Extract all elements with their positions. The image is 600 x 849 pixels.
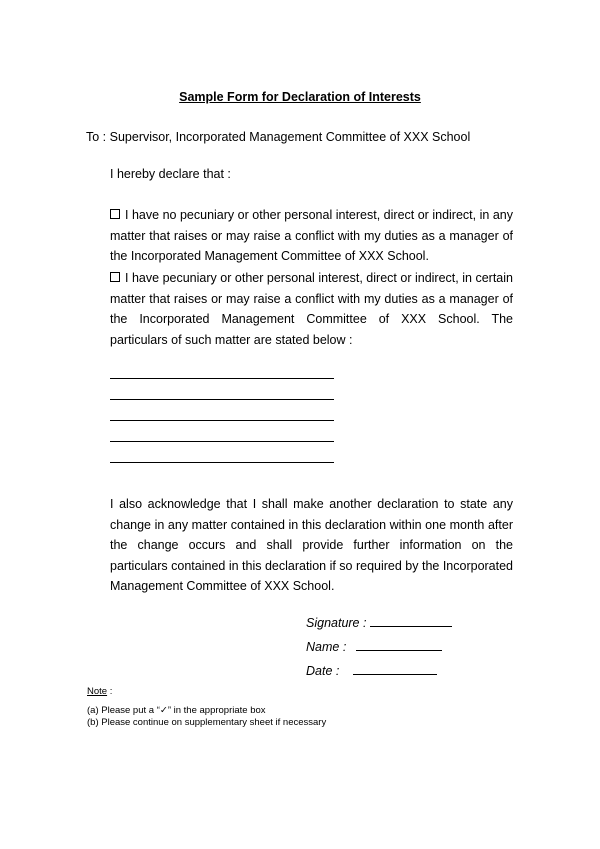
note-item: (b) Please continue on supplementary sheet if necessary bbox=[87, 717, 327, 728]
option-has-interest-text: I have pecuniary or other personal interest, direct or indirect, in certain matter that raises or may raise a conflict with my duties as a manager of the Incorporated Management Committee of XXX School. The particulars of such matter are stated below : bbox=[110, 271, 513, 347]
note-heading-text: Note bbox=[87, 686, 108, 697]
particulars-line-2[interactable] bbox=[110, 399, 334, 400]
signature-label: Signature : bbox=[306, 616, 367, 630]
particulars-line-4[interactable] bbox=[110, 441, 334, 442]
acknowledgement-paragraph: I also acknowledge that I shall make another declaration to state any change in any matter contained in this declaration within one month after the change occurs and shall provide further information on the particulars contained in this declaration if so required by the Incorporated Management Committee of XXX School. bbox=[110, 497, 514, 593]
date-label: Date : bbox=[306, 664, 340, 678]
note-item: (a) Please put a “✓” in the appropriate box bbox=[87, 705, 266, 716]
signature-row bbox=[306, 615, 452, 630]
signature-field[interactable] bbox=[370, 615, 452, 627]
form-title: Sample Form for Declaration of Interests bbox=[179, 90, 421, 104]
name-label: Name : bbox=[306, 640, 347, 654]
particulars-line-5[interactable] bbox=[110, 462, 334, 463]
note-heading-suffix: : bbox=[107, 686, 113, 697]
checkbox-has-interest[interactable] bbox=[110, 272, 120, 282]
declare-intro: I hereby declare that : bbox=[110, 167, 231, 181]
date-field[interactable] bbox=[353, 663, 437, 675]
date-row bbox=[306, 663, 437, 678]
option-no-interest bbox=[110, 205, 513, 267]
particulars-line-3[interactable] bbox=[110, 420, 334, 421]
option-has-interest bbox=[110, 268, 513, 350]
note-heading bbox=[87, 686, 112, 697]
addressee-line: To : Supervisor, Incorporated Management Committee of XXX School bbox=[86, 130, 471, 144]
name-row bbox=[306, 639, 442, 654]
name-field[interactable] bbox=[356, 639, 442, 651]
option-no-interest-text: I have no pecuniary or other personal interest, direct or indirect, in any matter that raises or may raise a conflict with my duties as a manager of the Incorporated Management Committee of XXX School. bbox=[110, 208, 513, 263]
checkbox-no-interest[interactable] bbox=[110, 209, 120, 219]
particulars-line-1[interactable] bbox=[110, 378, 334, 379]
